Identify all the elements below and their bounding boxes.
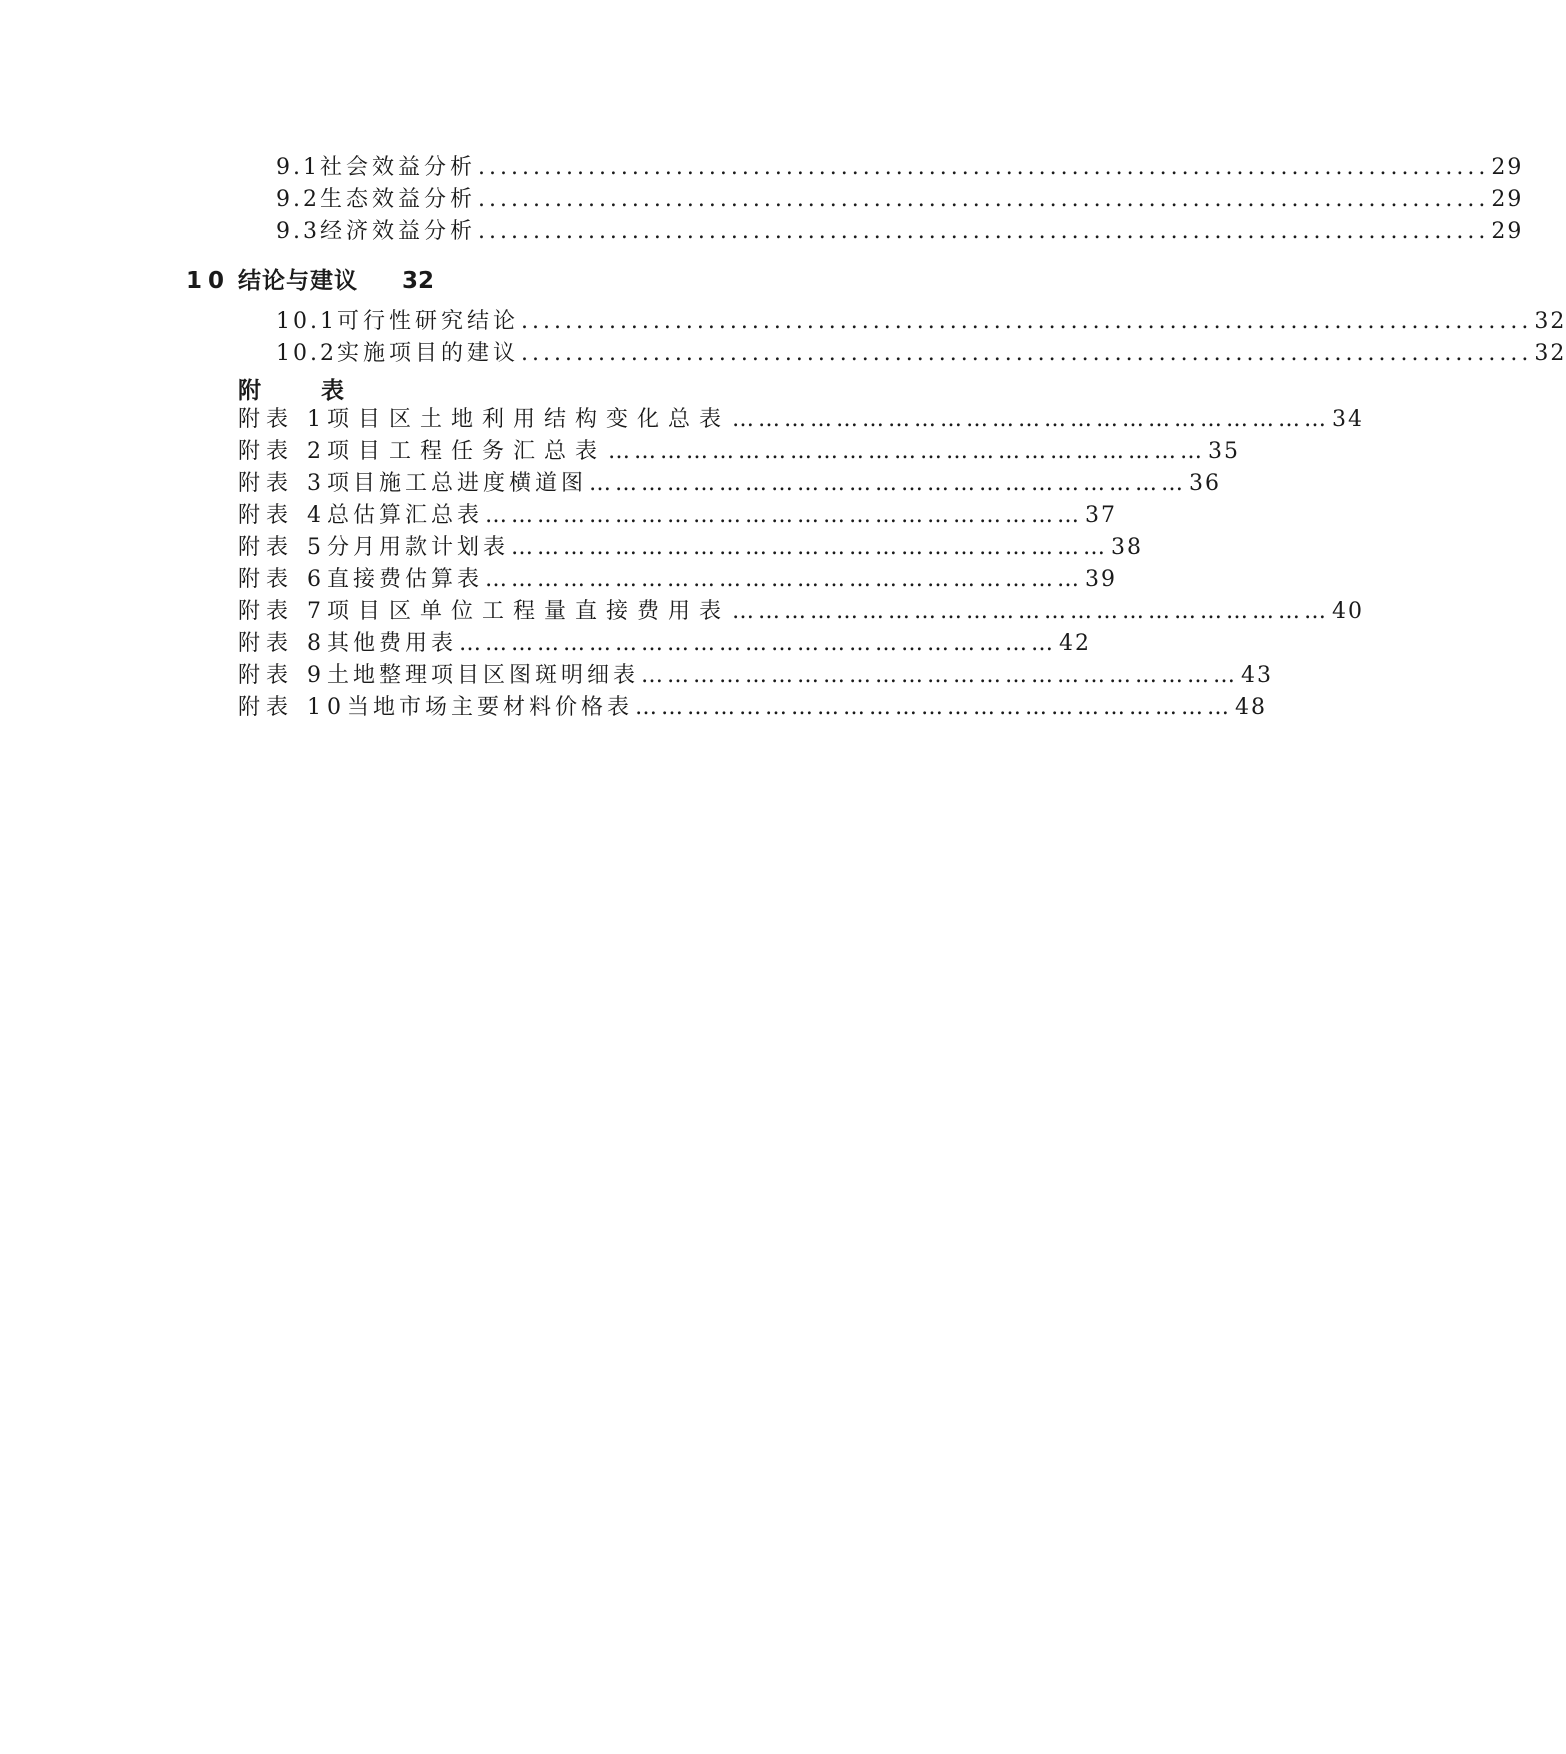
appendix-page: 42 <box>1059 631 1092 656</box>
appendix-entry[interactable] <box>238 626 1092 658</box>
toc-entry-number: 9.3 <box>276 219 320 244</box>
appendix-number: 附表 1 <box>238 407 327 432</box>
toc-entry-title: 社会效益分析 <box>320 155 477 180</box>
ellipsis-leader: …………………………………………………………… <box>589 471 1188 496</box>
toc-entry-page: 29 <box>1491 187 1524 212</box>
ellipsis-leader: …………………………………………………………… <box>485 503 1084 528</box>
appendix-title: 项目工程任务汇总表 <box>327 439 607 464</box>
toc-entry-page: 29 <box>1491 219 1524 244</box>
toc-entry-number: 10.2 <box>276 341 337 366</box>
ellipsis-leader: …………………………………………………………… <box>608 439 1207 464</box>
toc-entry-title: 实施项目的建议 <box>336 341 519 366</box>
appendix-number: 附表 4 <box>238 503 327 528</box>
toc-chapter-heading[interactable] <box>186 262 434 295</box>
ellipsis-leader: …………………………………………………………… <box>732 599 1331 624</box>
appendix-title: 分月用款计划表 <box>327 535 510 560</box>
appendix-entry[interactable] <box>238 498 1118 530</box>
toc-entry-number: 10.1 <box>276 309 337 334</box>
chapter-number: 10 <box>186 268 231 294</box>
appendix-title: 项目施工总进度横道图 <box>327 471 588 496</box>
appendix-page: 48 <box>1235 695 1268 720</box>
dot-leader: ............................................................................................ <box>478 219 1490 244</box>
toc-entry-page: 32 <box>1534 341 1566 366</box>
chapter-page: 32 <box>402 268 435 294</box>
appendix-title: 总估算汇总表 <box>327 503 484 528</box>
toc-entry-title: 可行性研究结论 <box>336 309 519 334</box>
toc-entry-number: 9.2 <box>276 187 320 212</box>
appendix-page: 39 <box>1085 567 1118 592</box>
toc-entry[interactable] <box>276 150 1524 182</box>
appendix-entry[interactable] <box>238 402 1365 434</box>
ellipsis-leader: …………………………………………………………… <box>485 567 1084 592</box>
appendix-entry[interactable] <box>238 658 1274 690</box>
ellipsis-leader: …………………………………………………………… <box>635 695 1234 720</box>
appendix-entry[interactable] <box>238 594 1365 626</box>
appendix-title: 直接费估算表 <box>327 567 484 592</box>
appendix-entry[interactable] <box>238 434 1241 466</box>
toc-entry[interactable] <box>276 304 1566 336</box>
appendix-page: 36 <box>1189 471 1222 496</box>
appendix-number: 附表 8 <box>238 631 327 656</box>
appendix-number: 附表 10 <box>238 695 347 720</box>
appendix-number: 附表 2 <box>238 439 327 464</box>
appendix-title: 土地整理项目区图斑明细表 <box>327 663 640 688</box>
appendix-number: 附表 9 <box>238 663 327 688</box>
dot-leader: ............................................................................................ <box>521 309 1533 334</box>
appendix-title: 项目区土地利用结构变化总表 <box>327 407 731 432</box>
appendix-page: 40 <box>1332 599 1365 624</box>
toc-entry-number: 9.1 <box>276 155 320 180</box>
toc-entry-title: 经济效益分析 <box>320 219 477 244</box>
appendix-title: 当地市场主要材料价格表 <box>347 695 634 720</box>
toc-entry[interactable] <box>276 214 1524 246</box>
appendix-number: 附表 7 <box>238 599 327 624</box>
chapter-title: 结论与建议 <box>238 268 358 294</box>
toc-entry[interactable] <box>276 182 1524 214</box>
ellipsis-leader: …………………………………………………………… <box>511 535 1110 560</box>
toc-entry-title: 生态效益分析 <box>320 187 477 212</box>
appendix-heading: 附 表 <box>238 378 371 404</box>
appendix-page: 35 <box>1208 439 1241 464</box>
appendix-page: 43 <box>1241 663 1274 688</box>
appendix-number: 附表 6 <box>238 567 327 592</box>
appendix-entry[interactable] <box>238 690 1268 722</box>
appendix-title: 其他费用表 <box>327 631 458 656</box>
ellipsis-leader: …………………………………………………………… <box>732 407 1331 432</box>
appendix-number: 附表 3 <box>238 471 327 496</box>
appendix-page: 34 <box>1332 407 1365 432</box>
toc-entry[interactable] <box>276 336 1566 368</box>
dot-leader: ............................................................................................ <box>521 341 1533 366</box>
toc-entry-page: 29 <box>1491 155 1524 180</box>
appendix-page: 38 <box>1111 535 1144 560</box>
dot-leader: ............................................................................................ <box>478 155 1490 180</box>
appendix-title: 项目区单位工程量直接费用表 <box>327 599 731 624</box>
dot-leader: ............................................................................................ <box>478 187 1490 212</box>
toc-entry-page: 32 <box>1534 309 1566 334</box>
ellipsis-leader: …………………………………………………………… <box>641 663 1240 688</box>
appendix-entry[interactable] <box>238 530 1144 562</box>
appendix-entry[interactable] <box>238 562 1118 594</box>
appendix-number: 附表 5 <box>238 535 327 560</box>
appendix-page: 37 <box>1085 503 1118 528</box>
appendix-entry[interactable] <box>238 466 1222 498</box>
ellipsis-leader: …………………………………………………………… <box>459 631 1058 656</box>
